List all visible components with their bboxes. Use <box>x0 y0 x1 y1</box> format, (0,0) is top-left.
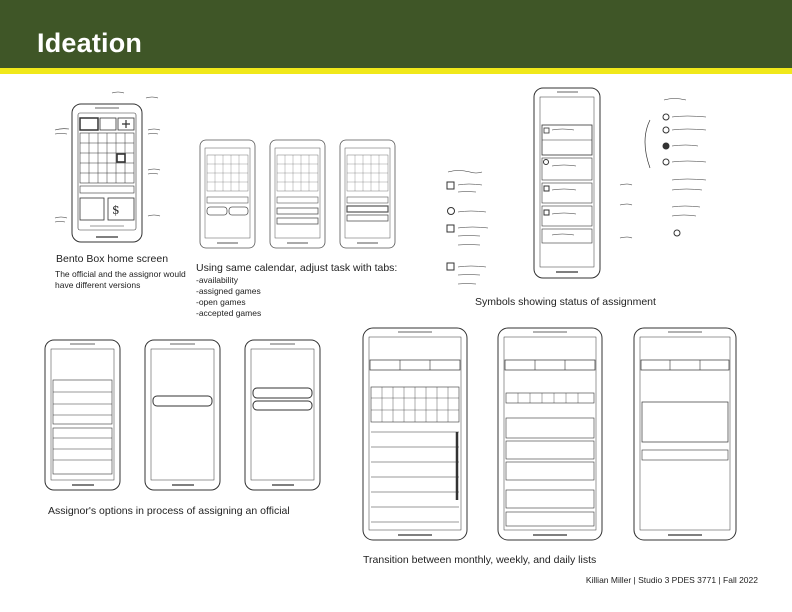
transition-sketches <box>363 328 736 540</box>
tab-list-item: -assigned games <box>196 286 261 296</box>
svg-text:$: $ <box>112 203 120 217</box>
assignor-sketches <box>45 340 320 490</box>
footer-credit: Killian Miller | Studio 3 PDES 3771 | Fall 2022 <box>585 575 758 585</box>
calendar-tab-list <box>196 275 261 319</box>
assignment-status-sketch <box>447 88 706 284</box>
symbols-caption: Symbols showing status of assignment <box>475 296 656 308</box>
tab-list-item: -accepted games <box>196 308 262 318</box>
bento-note: The official and the assignor would have different versions <box>55 269 186 290</box>
calendar-caption: Using same calendar, adjust task with tabs: <box>196 262 398 274</box>
calendar-tab-sketches <box>200 140 395 248</box>
assignor-caption: Assignor's options in process of assigning an official <box>48 505 290 517</box>
tab-list-item: -availability <box>196 275 239 285</box>
bento-box-sketch <box>55 92 160 242</box>
page-title: Ideation <box>37 28 143 58</box>
tab-list-item: -open games <box>196 297 246 307</box>
transition-caption: Transition between monthly, weekly, and daily lists <box>363 554 597 566</box>
bento-caption: Bento Box home screen <box>56 253 169 265</box>
